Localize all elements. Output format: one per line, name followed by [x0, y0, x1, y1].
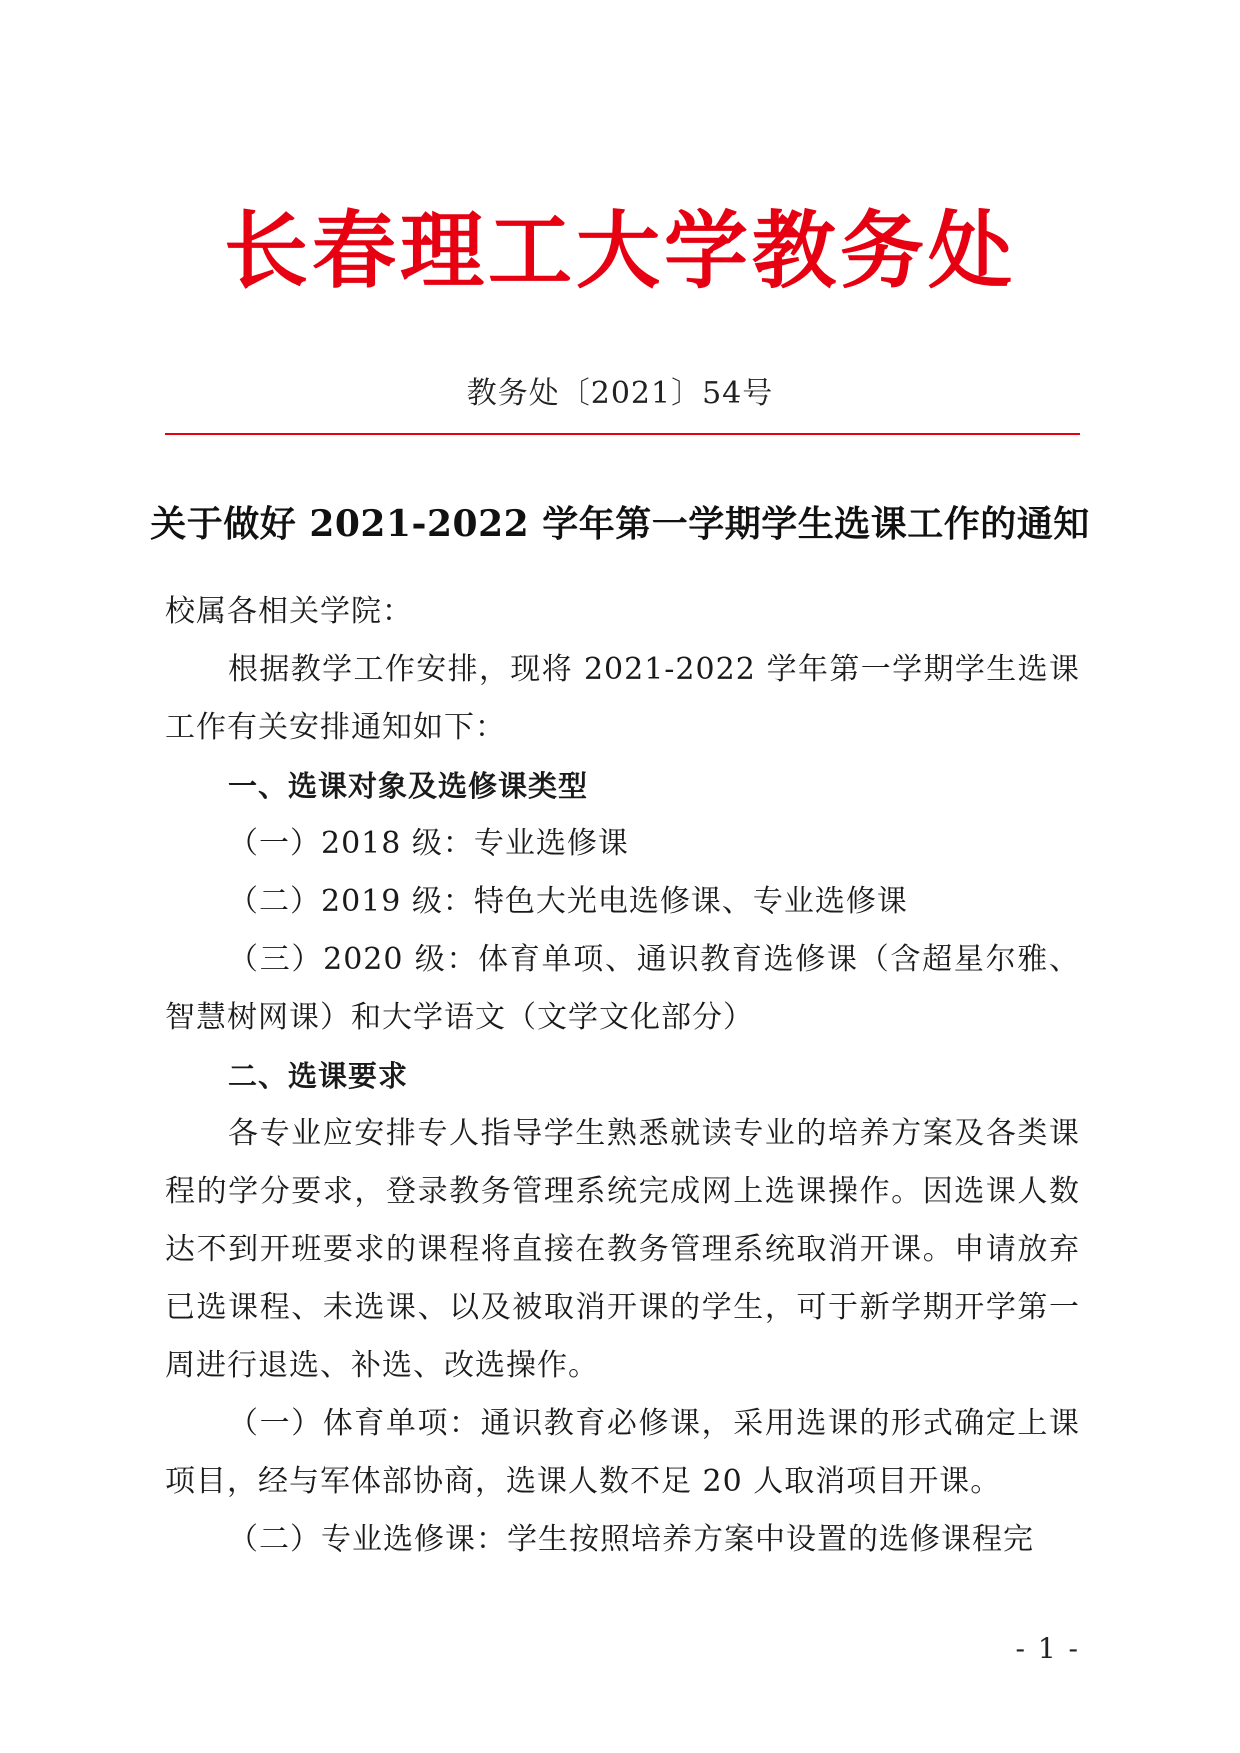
section1-item-3: （三）2020 级：体育单项、通识教育选修课（含超星尔雅、智慧树网课）和大学语文（文学文化部分）	[165, 942, 1080, 1035]
letterhead-title: 长春理工大学教务处	[223, 201, 1016, 300]
red-divider-line	[165, 433, 1080, 435]
page-number: - 1 -	[1015, 1632, 1080, 1665]
salutation: 校属各相关学院：	[165, 594, 413, 629]
section2-paragraph: 各专业应安排专人指导学生熟悉就读专业的培养方案及各类课程的学分要求，登录教务管理系统完成网上选课操作。因选课人数达不到开班要求的课程将直接在教务管理系统取消开课。申请放弃已选课程、未选课、以及被取消开课的学生，可于新学期开学第一周进行退选、补选、改选操作。	[165, 1116, 1080, 1383]
document-number: 教务处〔2021〕54号	[466, 376, 774, 411]
section-heading-1: 一、选课对象及选修课类型	[228, 769, 589, 803]
section2-item-1: （一）体育单项：通识教育必修课，采用选课的形式确定上课项目，经与军体部协商，选课人数不足 20 人取消项目开课。	[165, 1406, 1080, 1499]
notice-title: 关于做好 2021-2022 学年第一学期学生选课工作的通知	[150, 503, 1090, 545]
intro-paragraph: 根据教学工作安排，现将 2021-2022 学年第一学期学生选课工作有关安排通知如下：	[165, 652, 1080, 745]
section1-item-2: （二）2019 级：特色大光电选修课、专业选修课	[228, 884, 908, 919]
section1-item-1: （一）2018 级：专业选修课	[228, 826, 629, 861]
section-heading-2: 二、选课要求	[228, 1059, 409, 1093]
notice-body	[165, 583, 1080, 1569]
section2-item-2: （二）专业选修课：学生按照培养方案中设置的选修课程完	[228, 1522, 1034, 1557]
